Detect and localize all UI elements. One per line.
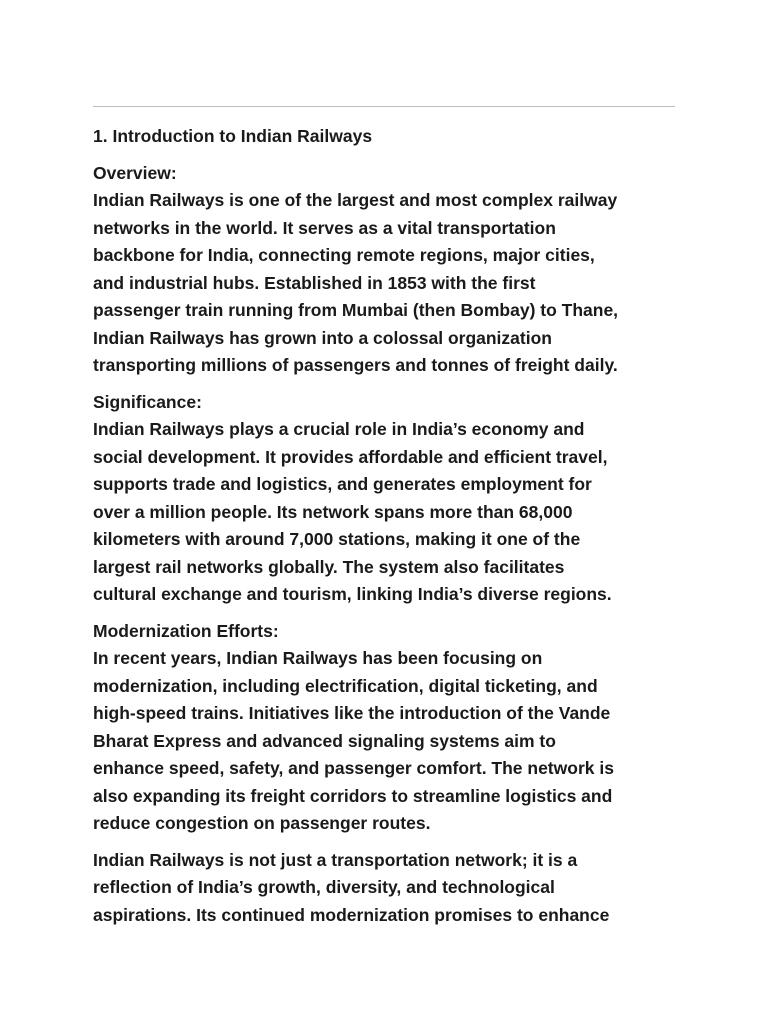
paragraph-line: modernization, including electrification, digital ticketing, and	[93, 675, 598, 696]
paragraph-line: backbone for India, connecting remote regions, major cities,	[93, 245, 595, 265]
section-modernization	[93, 618, 683, 838]
paragraph-line: largest rail networks globally. The system also facilitates	[93, 556, 565, 577]
paragraph-line: In recent years, Indian Railways has been focusing on	[93, 648, 543, 668]
section-significance	[93, 389, 683, 609]
section-heading: Overview:	[93, 162, 177, 183]
paragraph-line: enhance speed, safety, and passenger comfort. The network is	[93, 758, 614, 778]
paragraph-line: and industrial hubs. Established in 1853 with the first	[93, 272, 536, 293]
paragraph-line: Indian Railways is not just a transportation network; it is a	[93, 849, 578, 870]
paragraph-line: high-speed trains. Initiatives like the introduction of the Vande	[93, 703, 611, 723]
paragraph-line: Indian Railways plays a crucial role in India’s economy and	[93, 419, 585, 439]
paragraph-line: kilometers with around 7,000 stations, making it one of the	[93, 529, 581, 549]
paragraph-line: cultural exchange and tourism, linking India’s diverse regions.	[93, 584, 612, 604]
closing-paragraph	[93, 847, 683, 930]
paragraph-line: passenger train running from Mumbai (then Bombay) to Thane,	[93, 300, 619, 320]
section-heading: Modernization Efforts:	[93, 620, 279, 641]
paragraph-line: social development. It provides affordable and efficient travel,	[93, 446, 608, 467]
paragraph-line: networks in the world. It serves as a vital transportation	[93, 217, 556, 238]
paragraph-line: Indian Railways has grown into a colossal organization	[93, 327, 552, 348]
document-title: 1. Introduction to Indian Railways	[93, 126, 373, 146]
paragraph-line: Bharat Express and advanced signaling systems aim to	[93, 730, 556, 751]
paragraph-line: reduce congestion on passenger routes.	[93, 813, 431, 833]
paragraph-line: reflection of India’s growth, diversity, and technological	[93, 877, 555, 897]
paragraph-line: Indian Railways is one of the largest and most complex railway	[93, 190, 618, 210]
paragraph-line: transporting millions of passengers and tonnes of freight daily.	[93, 355, 618, 375]
document-body	[93, 123, 683, 938]
section-heading: Significance:	[93, 391, 202, 412]
paragraph-line: over a million people. Its network spans more than 68,000	[93, 501, 573, 522]
header-divider	[93, 106, 675, 107]
section-overview	[93, 160, 683, 380]
paragraph-line: supports trade and logistics, and generates employment for	[93, 474, 592, 494]
paragraph-line: aspirations. Its continued modernization promises to enhance	[93, 904, 610, 925]
paragraph-line: also expanding its freight corridors to streamline logistics and	[93, 785, 613, 806]
